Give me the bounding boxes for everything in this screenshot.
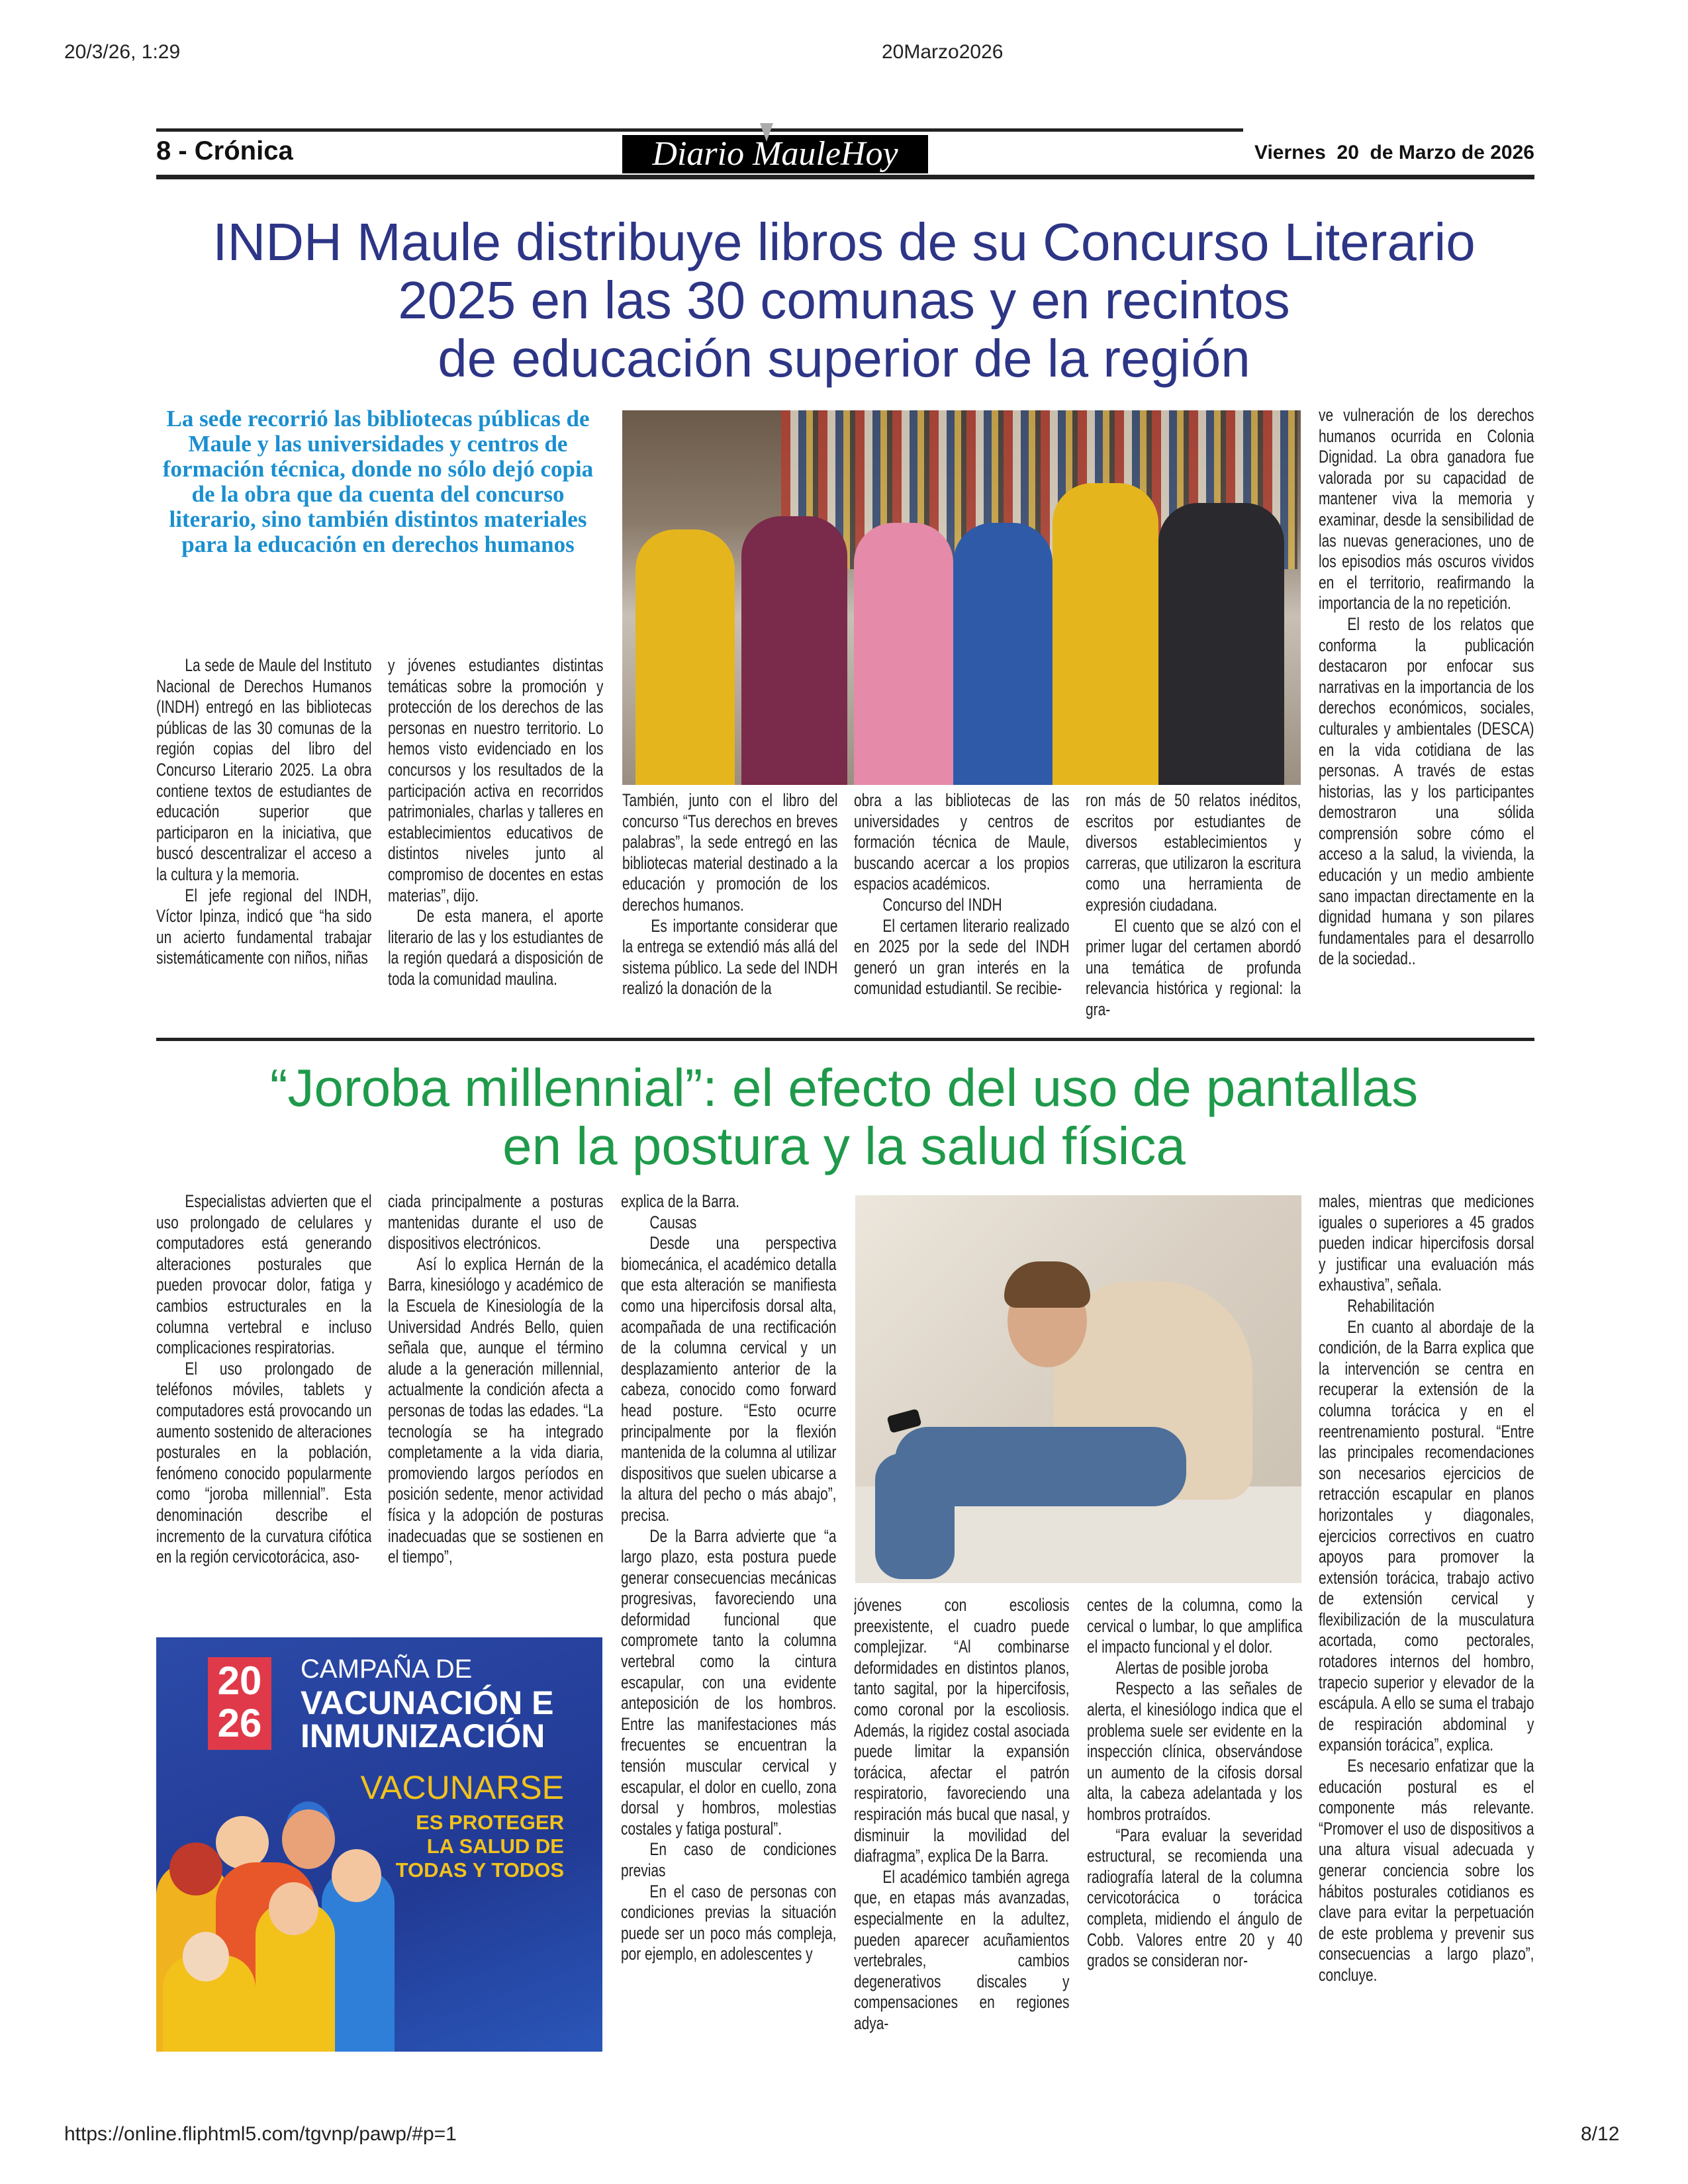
paragraph: jóvenes con escoliosis preexistente, el cuadro puede complejizar. “Al combinarse deformidades en distintos planos, tanto sagital, por la hipercifosis, como coronal por la escoliosis. Además, la rigidez costal asociada puede limitar la expansión torácica, afectar el patrón respiratorio, favoreciendo una respiración más bucal que nasal, y disminuir la movilidad del diafragma”, explica De la Barra. [854,1595,1070,1866]
ad-line-1: CAMPAÑA DE [301,1655,473,1684]
article-1-kicker: La sede recorrió las bibliotecas públicas de Maule y las universidades y centros de formación técnica, donde no sólo dejó copia de la obra que da cuenta del concurso literario, sino también distintos materiales para la educación en derechos humanos [162,406,594,557]
issue-date: Viernes 20 de Marzo de 2026 [1254,142,1534,163]
ad-slogan: VACUNARSE [360,1769,564,1806]
article-2-headline [132,1059,1556,1175]
person-figure [1053,483,1158,785]
article-1-photo [622,410,1301,785]
ad-year-top: 20 [217,1659,262,1703]
paragraph: El uso prolongado de teléfonos móviles, tablets y computadores está provocando un aumento sostenido de alteraciones posturales en la población, fenómeno conocido popularmente como “joroba millennial”. Esta denominación describe el incremento de la curvatura cifótica en la región cervicotorácica, aso- [156,1358,371,1567]
family-illustration [156,1803,395,2052]
person-figure [854,523,953,785]
subheading: En caso de condiciones previas [621,1839,837,1880]
paragraph: y jóvenes estudiantes distintas temáticas sobre la promoción y protección de los derechos de las personas en nuestro territorio. Lo hemos visto evidenciado en los concursos y los resultados de la participación activa en recorridos patrimoniales, charlas y talleres en establecimientos educativos de distintos niveles junto al compromiso de docentes en estas materias”, dijo. [388,655,603,905]
newspaper-logo: Diario MauleHoy [622,135,928,173]
person-figure [953,523,1053,785]
paragraph: De esta manera, el aporte literario de las y los estudiantes de la región quedará a disposición de toda la comunidad maulina. [388,906,603,989]
paragraph: De la Barra advierte que “a largo plazo, esta postura puede generar consecuencias mecánicas progresivas, favoreciendo una deformidad funcional que compromete tanto la columna vertebral como la cintura escapular, con una evidente anteposición de los hombros. Entre las manifestaciones más frecuentes se encuentran la tensión muscular cervical y escapular, el dolor en cuello, zona dorsal y hombros, molestias costales y fatiga postural”. [621,1525,837,1839]
ad-line-3: INMUNIZACIÓN [301,1717,545,1754]
article-divider [156,1038,1534,1041]
section-label: 8 - Crónica [156,136,293,165]
paragraph: Desde una perspectiva biomecánica, el académico detalla que esta alteración se manifiesta como una hipercifosis dorsal alta, acompañada de una rectificación de la columna cervical y un desplazamiento anterior de la cabeza, conocido como forward head posture. “Esto ocurre principalmente por la flexión mantenida de la columna al utilizar dispositivos que suelen ubicarse a la altura del pecho o más abajo”, precisa. [621,1233,837,1525]
paragraph: El académico también agrega que, en etapas más avanzadas, especialmente en la adultez, pueden aparecer acuñamientos vertebrales, cambios degenerativos discales y compensaciones en regiones adya- [854,1866,1070,2033]
article-2-column-3 [621,1191,837,2058]
paragraph: El cuento que se alzó con el primer lugar del certamen abordó una temática de profunda relevancia histórica y regional: la gra- [1086,915,1301,1019]
logo-marker-icon [760,123,773,142]
paragraph: males, mientras que mediciones iguales o superiores a 45 grados pueden indicar hipercifosis dorsal y justificar una evaluación más exhaustiva”, señala. [1319,1191,1534,1295]
subheading: Alertas de posible joroba [1115,1657,1268,1678]
paragraph: “Para evaluar la severidad estructural, se recomienda una radiografía lateral de la columna cervicotorácica o torácica completa, midiendo el ángulo de Cobb. Valores entre 20 y 40 grados se consideran nor- [1087,1825,1303,1971]
paragraph: explica de la Barra. [621,1191,740,1211]
article-1-headline [132,213,1556,388]
person-figure [741,516,847,785]
paragraph: Es necesario enfatizar que la educación postural es el componente más relevante. “Promover el uso de dispositivos a una altura visual adecuada y generar conciencia sobre los hábitos posturales cotidianos es clave para evitar la perpetuación de este problema y prevenir sus consecuencias a largo plazo”, concluye. [1319,1756,1534,1985]
paragraph: ve vulneración de los derechos humanos ocurrida en Colonia Dignidad. La obra ganadora fue valorada por su capacidad de mantener viva la memoria y examinar, desde la sensibilidad de las nuevas generaciones, uno de los episodios más oscuros vividos en el territorio, reafirmando la importancia de la no repetición. [1319,405,1534,614]
person-figure [635,529,735,785]
article-1-column-2 [388,655,603,1032]
paragraph: ciada principalmente a posturas mantenidas durante el uso de dispositivos electrónicos. [388,1191,603,1253]
article-2-column-6 [1319,1191,1534,2058]
ad-subslogan-line: LA SALUD DE [426,1835,564,1858]
article-2-photo [855,1195,1301,1583]
article-1-column-5 [1086,790,1301,1032]
headline-line: en la postura y la salud física [502,1116,1186,1175]
paragraph: El certamen literario realizado en 2025 por la sede del INDH generó un gran interés en la comunidad estudiantil. Se recibie- [854,915,1069,999]
print-datetime: 20/3/26, 1:29 [64,41,181,63]
ad-subslogan-line: ES PROTEGER [416,1811,564,1834]
print-document-title: 20Marzo2026 [882,41,1004,63]
hair-figure [1004,1261,1090,1308]
masthead-bottom-rule [156,175,1534,179]
vaccination-campaign-ad[interactable] [156,1637,602,2052]
article-1-column-1 [156,655,371,1032]
article-2-column-2 [388,1191,603,1628]
paragraph: La sede de Maule del Instituto Nacional de Derechos Humanos (INDH) entregó en las bibliotecas públicas de las 30 comunas de la región copias del libro del Concurso Literario 2025. La obra contiene textos de estudiantes de educación superior que participaron en la iniciativa, que buscó descentralizar el acceso a la cultura y la memoria. [156,655,371,884]
article-1-column-6 [1319,405,1534,1034]
paragraph: El jefe regional del INDH, Víctor Ipinza, indicó que “ha sido un acierto fundamental trabajar sistemáticamente con niños, niñas [156,885,371,968]
paragraph: obra a las bibliotecas de las universidades y centros de formación técnica de Maule, buscando acercar a los propios espacios académicos. [854,790,1069,894]
subheading: Concurso del INDH [882,894,1002,915]
article-1-column-4 [854,790,1069,1032]
ad-year-badge [208,1657,271,1750]
headline-line: “Joroba millennial”: el efecto del uso de pantallas [269,1058,1419,1117]
paragraph: Respecto a las señales de alerta, el kinesiólogo indica que el problema suele ser evidente en la inspección clínica, observándose un aumento de la cifosis dorsal alta, la cabeza adelantada y los hombros protraídos. [1087,1678,1303,1824]
paragraph: En el caso de personas con condiciones previas la situación puede ser un poco más compleja, por ejemplo, en adolescentes y [621,1881,837,1964]
headline-line: INDH Maule distribuye libros de su Concurso Literario [212,212,1476,271]
print-page-count: 8/12 [1581,2123,1620,2145]
paragraph: Especialistas advierten que el uso prolongado de celulares y computadores está generando alteraciones posturales que pueden provocar dolor, fatiga y cambios estructurales en la columna vertebral e incluso complicaciones respiratorias. [156,1191,371,1358]
ad-year-bottom: 26 [217,1701,262,1745]
jeans-figure [875,1453,955,1579]
print-url[interactable]: https://online.fliphtml5.com/tgvnp/pawp/#p=1 [64,2123,457,2145]
headline-line: 2025 en las 30 comunas y en recintos [398,271,1290,330]
paragraph: En cuanto al abordaje de la condición, de la Barra explica que la intervención se centra en recuperar la extensión de la columna torácica y en el reentrenamiento postural. “Entre las principales recomendaciones son necesarios ejercicios de retracción escapular en planos horizontales y diagonales, ejercicios correctivos en cuatro apoyos para promover la extensión torácica, trabajo activo de extensión cervical y flexibilización de la musculatura acortada, como pectorales, rotadores internos del hombro, trapecio superior y elevador de la escápula. A ello se suma el trabajo de respiración abdominal y expansión torácica”, explica. [1319,1316,1534,1755]
paragraph: El resto de los relatos que conforma la publicación destacaron por enfocar sus narrativas en la importancia de los derechos económicos, sociales, culturales y ambientales (DESCA) en la vida cotidiana de las personas. A través de estas historias, las y los participantes demostraron una sólida comprensión sobre cómo el acceso a la salud, la vivienda, la educación y un medio ambiente sano impactan directamente en la dignidad humana y son pilares fundamentales para el desarrollo de la sociedad.. [1319,614,1534,969]
subheading: Causas [649,1212,697,1232]
article-1-column-3 [622,790,837,1032]
paragraph: Así lo explica Hernán de la Barra, kinesiólogo y académico de la Escuela de Kinesiología de la Universidad Andrés Bello, quien señala que, aunque el término alude a la generación millennial, actualmente la condición afecta a personas de todas las edades. “La tecnología se ha integrado completamente a la vida diaria, promoviendo largos períodos en posición sedente, menor actividad física y la adopción de posturas inadecuadas que se sostienen en el tiempo”, [388,1253,603,1567]
article-2-column-5 [1087,1595,1303,2058]
paragraph: Es importante considerar que la entrega se extendió más allá del sistema público. La sede del INDH realizó la donación de la [622,915,837,999]
headline-line: de educación superior de la región [438,329,1250,388]
paragraph: También, junto con el libro del concurso “Tus derechos en breves palabras”, la sede entregó en las bibliotecas material destinado a la educación y promoción de los derechos humanos. [622,790,837,915]
person-figure [1158,503,1284,785]
paragraph: centes de la columna, como la cervical o lumbar, lo que amplifica el impacto funcional y el dolor. [1087,1595,1303,1657]
paragraph: ron más de 50 relatos inéditos, escritos por estudiantes de diversos establecimientos y carreras, que utilizaron la escritura como una herramienta de expresión ciudadana. [1086,790,1301,915]
masthead-top-rule [156,128,1243,132]
ad-subslogan-line: TODAS Y TODOS [395,1858,564,1882]
ad-line-2: VACUNACIÓN E [301,1684,554,1721]
article-2-column-4 [854,1595,1070,2058]
article-2-column-1 [156,1191,371,1628]
subheading: Rehabilitación [1347,1295,1434,1316]
